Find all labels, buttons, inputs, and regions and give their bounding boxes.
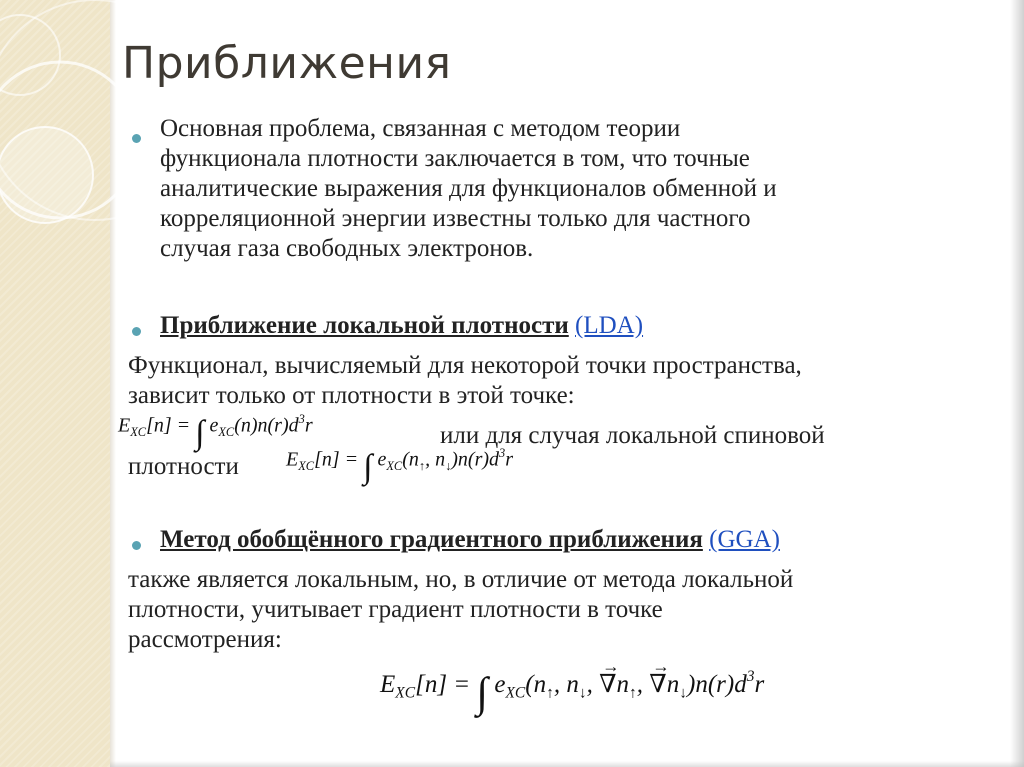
page-edge-shadow xyxy=(1010,0,1024,767)
gga-heading: Метод обобщённого градиентного приближения xyxy=(160,526,703,553)
lda-formula: $E_{XC}[n]$ = ∫ $e_{XC}(n)n(r)d^3r$ xyxy=(118,412,313,452)
intro-line: функционала плотности заключается в том, что точные xyxy=(160,145,750,172)
gga-text-line: рассмотрения: xyxy=(128,626,282,653)
gga-heading-row xyxy=(160,525,780,555)
lda-heading: Приближение локальной плотности xyxy=(160,312,569,339)
lda-spin-prefix: плотности xyxy=(128,453,239,480)
bullet-dot xyxy=(132,541,141,550)
gga-text-line: плотности, учитывает градиент плотности в точке xyxy=(128,596,663,623)
page-bottom-shadow xyxy=(110,761,1024,767)
lda-text-line: Функционал, вычисляемый для некоторой точки пространства, xyxy=(128,352,802,379)
gga-text-line: также является локальным, но, в отличие от метода локальной xyxy=(128,566,794,593)
bullet-dot xyxy=(132,327,141,336)
intro-line: аналитические выражения для функционалов обменной и xyxy=(160,175,777,202)
lda-heading-row xyxy=(160,311,643,341)
intro-line: Основная проблема, связанная с методом теории xyxy=(160,115,681,142)
gga-formula: $E_{XC}[n]$ = ∫ $e_{XC}(n_↑$, $n_↓$, → $\nabla n_↑$, → $\nabla n_↓)n(r)d^3r$ xyxy=(380,668,764,718)
slide-title: Приближения xyxy=(122,38,452,89)
lda-spin-formula: $E_{XC}[n]$ = ∫ $e_{XC}(n_↑$, $n_↓)n(r)d^3r$ xyxy=(286,446,514,486)
gga-acronym-link[interactable]: (GGA) xyxy=(709,526,780,553)
intro-line: случая газа свободных электронов. xyxy=(160,235,534,262)
lda-text-line: зависит только от плотности в этой точке: xyxy=(128,382,575,409)
bullet-dot xyxy=(132,134,141,143)
lda-spin-text: или для случая локальной спиновой xyxy=(440,422,825,449)
lda-acronym-link[interactable]: (LDA) xyxy=(575,312,644,339)
intro-line: корреляционной энергии известны только для частного xyxy=(160,205,751,232)
